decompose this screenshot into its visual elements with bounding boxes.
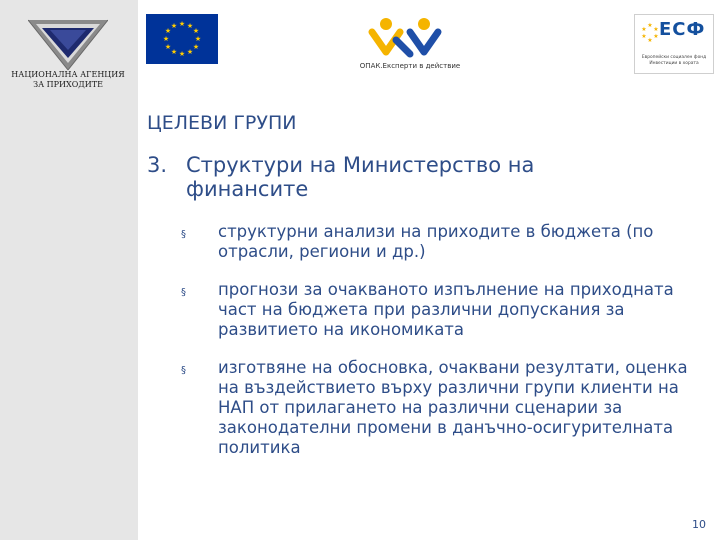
svg-text:★: ★ [192,27,200,35]
esf-logo-title: ЕСФ [659,19,706,40]
opak-logo-text: ОПАК.Експерти в действие [359,62,461,70]
left-sidebar [0,0,138,540]
section-title: Структури на Министерство на финансите [186,153,535,201]
svg-text:★: ★ [178,50,186,58]
svg-text:★: ★ [653,26,659,33]
bullet-icon: § [181,229,186,240]
svg-text:★: ★ [186,48,194,56]
section-number: 3. [147,153,168,177]
eu-flag-icon [146,14,218,64]
svg-text:★: ★ [162,35,170,43]
svg-text:★: ★ [653,33,659,40]
svg-text:★: ★ [170,48,178,56]
page-number: 10 [692,518,706,531]
svg-text:★: ★ [170,22,178,30]
opak-logo [340,14,480,78]
esf-logo [634,14,714,74]
bullet-icon: § [181,287,186,298]
esf-stars-icon [639,21,661,43]
svg-text:★: ★ [186,22,194,30]
list-item: изготвяне на обосновка, очаквани резултати, оценка на въздействието върху различни групи клиенти на НАП от прилагането на различни сценарии за законодателни промени в данъчно-осигурителната политика [218,358,688,457]
nap-logo-icon [28,8,108,72]
svg-text:★: ★ [647,22,653,29]
svg-text:★: ★ [164,27,172,35]
svg-text:★: ★ [192,43,200,51]
opak-figures-icon [366,18,456,62]
svg-text:★: ★ [194,35,202,43]
esf-logo-subtitle: Европейски социален фонд Инвестиции в хората [641,55,707,66]
svg-text:★: ★ [641,33,647,40]
slide-heading: ЦЕЛЕВИ ГРУПИ [147,112,297,134]
list-item: прогнози за очакваното изпълнение на приходната част на бюджета при различни допускания за развитието на икономиката [218,280,674,339]
list-item: структурни анализи на приходите в бюджета (по отрасли, региони и др.) [218,222,654,261]
svg-text:★: ★ [164,43,172,51]
svg-text:★: ★ [178,20,186,28]
bullet-icon: § [181,365,186,376]
nap-logo-text: НАЦИОНАЛНА АГЕНЦИЯ ЗА ПРИХОДИТЕ [11,70,125,89]
svg-text:★: ★ [647,37,653,43]
svg-text:★: ★ [641,26,647,33]
